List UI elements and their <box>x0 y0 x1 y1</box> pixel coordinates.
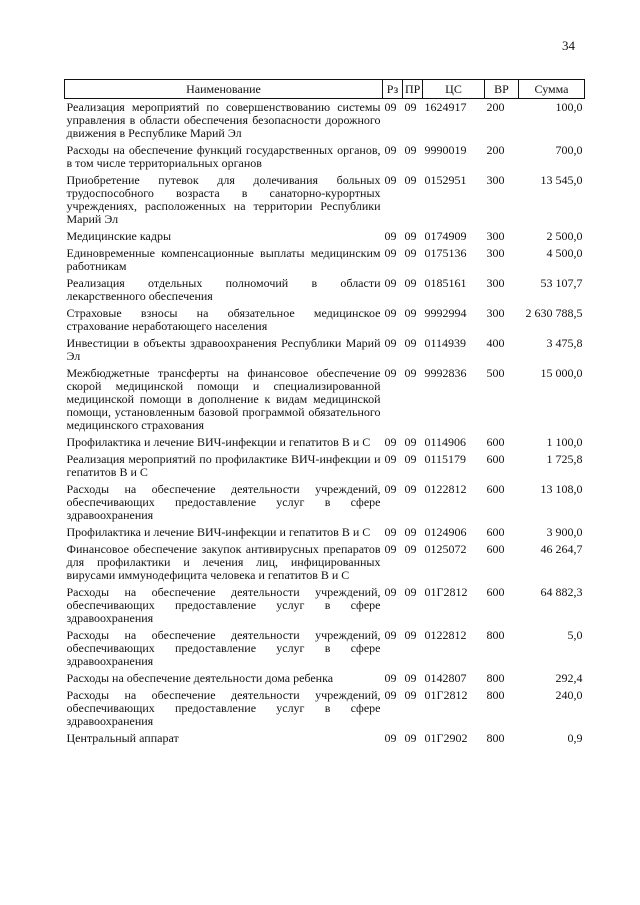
table-row <box>65 335 585 365</box>
cell-cs: 9992836 <box>424 366 467 380</box>
cell-cs: 9990019 <box>424 143 467 157</box>
cell-cs: 1624917 <box>424 100 467 114</box>
cell-cs: 01Г2902 <box>424 731 468 745</box>
cell-vr: 800 <box>486 628 505 642</box>
cell-name: Финансовое обеспечение закупок антивирусных препаратов для профилактики и лечения лиц, инфицированных вирусами иммунодефицита человека и гепатитов В и С <box>66 542 381 582</box>
cell-pr: 09 <box>404 671 417 685</box>
cell-sum: 0,9 <box>567 731 583 745</box>
cell-cs: 0114906 <box>424 435 467 449</box>
cell-name: Приобретение путевок для долечивания больных трудоспособного возраста в санаторно-курортных учреждениях, расположенных на территории Республики Марий Эл <box>66 173 381 226</box>
table-row <box>65 245 585 275</box>
cell-name: Межбюджетные трансферты на финансовое обеспечение скорой медицинской помощи и специализированной медицинской помощи в дополнение к видам медицинской помощи, установленным базовой программой обязательного медицинского страхования <box>66 366 381 432</box>
cell-vr: 300 <box>486 246 505 260</box>
cell-vr: 600 <box>486 542 505 556</box>
cell-name: Расходы на обеспечение деятельности учреждений, обеспечивающих предоставление услуг в сфере здравоохранения <box>66 585 381 625</box>
cell-vr: 400 <box>486 336 505 350</box>
cell-rz: 09 <box>384 306 397 320</box>
cell-rz: 09 <box>384 366 397 380</box>
column-header-cs: ЦС <box>423 80 485 99</box>
table-header <box>65 80 585 99</box>
table-row <box>65 99 585 143</box>
header-row <box>65 80 585 99</box>
cell-rz: 09 <box>384 276 397 290</box>
cell-pr: 09 <box>404 452 417 466</box>
cell-pr: 09 <box>404 542 417 556</box>
cell-pr: 09 <box>404 336 417 350</box>
cell-cs: 01Г2812 <box>424 688 468 702</box>
cell-sum: 4 500,0 <box>546 246 583 260</box>
cell-pr: 09 <box>404 143 417 157</box>
table-row <box>65 228 585 245</box>
table-row <box>65 584 585 627</box>
cell-vr: 600 <box>486 525 505 539</box>
cell-sum: 2 500,0 <box>546 229 583 243</box>
cell-sum: 3 900,0 <box>546 525 583 539</box>
cell-name: Расходы на обеспечение деятельности учреждений, обеспечивающих предоставление услуг в сфере здравоохранения <box>66 628 381 668</box>
cell-sum: 13 545,0 <box>540 173 583 187</box>
cell-name: Реализация отдельных полномочий в области лекарственного обеспечения <box>66 276 381 303</box>
cell-pr: 09 <box>404 525 417 539</box>
cell-cs: 9992994 <box>424 306 467 320</box>
cell-sum: 700,0 <box>555 143 583 157</box>
cell-vr: 800 <box>486 688 505 702</box>
cell-cs: 0152951 <box>424 173 467 187</box>
cell-rz: 09 <box>384 100 397 114</box>
cell-sum: 53 107,7 <box>540 276 583 290</box>
cell-sum: 5,0 <box>567 628 583 642</box>
cell-vr: 600 <box>486 452 505 466</box>
cell-sum: 292,4 <box>555 671 583 685</box>
cell-cs: 0174909 <box>424 229 467 243</box>
cell-name: Расходы на обеспечение деятельности учреждений, обеспечивающих предоставление услуг в сфере здравоохранения <box>66 688 381 728</box>
cell-rz: 09 <box>384 229 397 243</box>
cell-pr: 09 <box>404 688 417 702</box>
cell-rz: 09 <box>384 143 397 157</box>
cell-cs: 0122812 <box>424 482 467 496</box>
table-row <box>65 481 585 524</box>
cell-name: Расходы на обеспечение функций государственных органов, в том числе территориальных органов <box>66 143 381 170</box>
cell-pr: 09 <box>404 482 417 496</box>
cell-rz: 09 <box>384 628 397 642</box>
cell-pr: 09 <box>404 731 417 745</box>
column-header-name: Наименование <box>65 80 383 99</box>
cell-name: Реализация мероприятий по совершенствованию системы управления в области обеспечения безопасности дорожного движения в Республике Марий Эл <box>66 100 381 140</box>
cell-pr: 09 <box>404 100 417 114</box>
cell-name: Единовременные компенсационные выплаты медицинским работникам <box>66 246 381 273</box>
cell-name: Инвестиции в объекты здравоохранения Республики Марий Эл <box>66 336 381 363</box>
cell-rz: 09 <box>384 336 397 350</box>
table-row <box>65 627 585 670</box>
table-row <box>65 365 585 434</box>
cell-sum: 15 000,0 <box>540 366 583 380</box>
table-row <box>65 730 585 747</box>
cell-vr: 300 <box>486 229 505 243</box>
cell-rz: 09 <box>384 688 397 702</box>
cell-pr: 09 <box>404 173 417 187</box>
cell-cs: 0175136 <box>424 246 467 260</box>
budget-table <box>64 79 585 747</box>
cell-name: Расходы на обеспечение деятельности дома ребенка <box>66 671 334 685</box>
cell-vr: 800 <box>486 731 505 745</box>
column-header-pr: ПР <box>403 80 423 99</box>
cell-vr: 200 <box>486 143 505 157</box>
cell-cs: 0114939 <box>424 336 467 350</box>
cell-rz: 09 <box>384 482 397 496</box>
cell-cs: 0185161 <box>424 276 467 290</box>
cell-vr: 300 <box>486 173 505 187</box>
cell-pr: 09 <box>404 229 417 243</box>
cell-rz: 09 <box>384 435 397 449</box>
column-header-vr: ВР <box>485 80 519 99</box>
table-row <box>65 305 585 335</box>
cell-sum: 240,0 <box>555 688 583 702</box>
cell-sum: 3 475,8 <box>546 336 583 350</box>
cell-rz: 09 <box>384 671 397 685</box>
cell-name: Расходы на обеспечение деятельности учреждений, обеспечивающих предоставление услуг в сфере здравоохранения <box>66 482 381 522</box>
cell-cs: 0122812 <box>424 628 467 642</box>
cell-rz: 09 <box>384 173 397 187</box>
cell-sum: 46 264,7 <box>540 542 583 556</box>
cell-sum: 100,0 <box>555 100 583 114</box>
cell-vr: 600 <box>486 585 505 599</box>
cell-sum: 1 725,8 <box>546 452 583 466</box>
cell-vr: 600 <box>486 435 505 449</box>
cell-sum: 64 882,3 <box>540 585 583 599</box>
cell-name: Профилактика и лечение ВИЧ-инфекции и гепатитов В и С <box>66 435 371 449</box>
table-row <box>65 142 585 172</box>
cell-sum: 13 108,0 <box>540 482 583 496</box>
page-number: 34 <box>562 38 575 53</box>
cell-name: Реализация мероприятий по профилактике ВИЧ-инфекции и гепатитов В и С <box>66 452 381 479</box>
cell-vr: 300 <box>486 306 505 320</box>
table-row <box>65 172 585 228</box>
cell-name: Страховые взносы на обязательное медицинское страхование неработающего населения <box>66 306 381 333</box>
cell-pr: 09 <box>404 366 417 380</box>
cell-rz: 09 <box>384 585 397 599</box>
table-row <box>65 524 585 541</box>
column-header-sum: Сумма <box>519 80 585 99</box>
cell-pr: 09 <box>404 628 417 642</box>
cell-vr: 300 <box>486 276 505 290</box>
table-row <box>65 434 585 451</box>
cell-name: Профилактика и лечение ВИЧ-инфекции и гепатитов В и С <box>66 525 371 539</box>
cell-pr: 09 <box>404 435 417 449</box>
cell-sum: 1 100,0 <box>546 435 583 449</box>
cell-cs: 0115179 <box>424 452 467 466</box>
table-row <box>65 670 585 687</box>
cell-vr: 500 <box>486 366 505 380</box>
cell-pr: 09 <box>404 306 417 320</box>
table-row <box>65 541 585 584</box>
cell-cs: 01Г2812 <box>424 585 468 599</box>
cell-pr: 09 <box>404 276 417 290</box>
cell-vr: 600 <box>486 482 505 496</box>
cell-cs: 0124906 <box>424 525 467 539</box>
cell-vr: 800 <box>486 671 505 685</box>
cell-rz: 09 <box>384 246 397 260</box>
table-row <box>65 451 585 481</box>
cell-sum: 2 630 788,5 <box>525 306 583 320</box>
cell-cs: 0125072 <box>424 542 467 556</box>
table-row <box>65 275 585 305</box>
cell-name: Центральный аппарат <box>66 731 179 745</box>
table-row <box>65 687 585 730</box>
column-header-rz: Рз <box>383 80 403 99</box>
cell-rz: 09 <box>384 731 397 745</box>
cell-name: Медицинские кадры <box>66 229 172 243</box>
cell-vr: 200 <box>486 100 505 114</box>
cell-rz: 09 <box>384 452 397 466</box>
cell-rz: 09 <box>384 525 397 539</box>
cell-rz: 09 <box>384 542 397 556</box>
cell-cs: 0142807 <box>424 671 467 685</box>
table-body <box>65 99 585 748</box>
cell-pr: 09 <box>404 585 417 599</box>
cell-pr: 09 <box>404 246 417 260</box>
